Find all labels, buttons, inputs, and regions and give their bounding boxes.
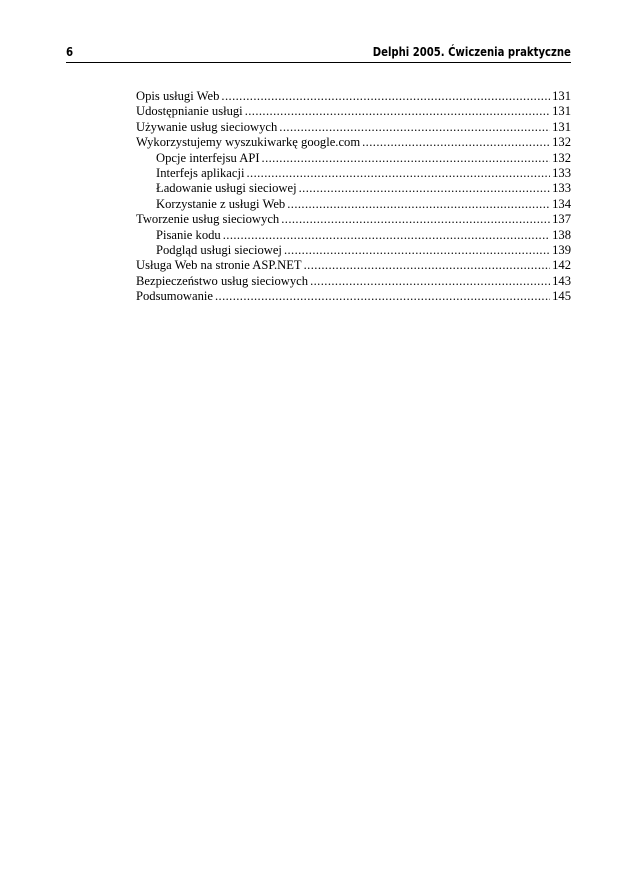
toc-dot-leader — [245, 104, 550, 119]
toc-entry-title: Tworzenie usług sieciowych — [136, 212, 280, 227]
toc-entry-page: 131 — [552, 89, 571, 103]
toc-entry-page: 133 — [552, 181, 571, 196]
toc-entry[interactable] — [136, 181, 571, 196]
toc-dot-leader — [262, 151, 551, 166]
toc-entry[interactable] — [136, 228, 571, 243]
toc-entry[interactable] — [136, 258, 571, 273]
toc-dot-leader — [284, 243, 550, 258]
toc-entry-title: Podgląd usługi sieciowej — [156, 242, 282, 257]
page-number: 6 — [66, 45, 74, 59]
toc-entry[interactable] — [136, 274, 571, 289]
toc-entry-page: 132 — [552, 135, 571, 150]
page-header — [66, 44, 571, 63]
toc-dot-leader — [310, 274, 550, 289]
toc-dot-leader — [279, 120, 550, 135]
toc-dot-leader — [299, 181, 551, 196]
toc-entry-title: Udostępnianie usługi — [136, 104, 243, 119]
toc-entry[interactable] — [136, 289, 571, 304]
toc-entry-title: Opis usługi Web — [136, 89, 220, 103]
toc-entry[interactable] — [136, 243, 571, 258]
toc-entry-page: 134 — [552, 196, 571, 211]
toc-entry-page: 133 — [552, 165, 571, 180]
toc-entry-title: Opcje interfejsu API — [156, 150, 260, 165]
toc-entry-page: 131 — [552, 119, 571, 134]
toc-entry-page: 132 — [552, 150, 571, 165]
toc-dot-leader — [223, 228, 550, 243]
toc-entry-page: 137 — [552, 212, 571, 227]
toc-entry-title: Podsumowanie — [136, 289, 213, 304]
toc-entry-title: Usługa Web na stronie ASP.NET — [136, 258, 302, 273]
toc-dot-leader — [362, 135, 550, 150]
toc-entry-page: 139 — [552, 242, 571, 257]
toc-dot-leader — [215, 289, 550, 304]
toc-dot-leader — [304, 258, 550, 273]
toc-entry[interactable] — [136, 104, 571, 119]
toc-entry-title: Wykorzystujemy wyszukiwarkę google.com — [136, 135, 361, 150]
running-title: Delphi 2005. Ćwiczenia praktyczne — [372, 45, 571, 59]
toc-entry[interactable] — [136, 151, 571, 166]
toc-entry-title: Bezpieczeństwo usług sieciowych — [136, 273, 309, 288]
toc-entry-title: Interfejs aplikacji — [156, 165, 245, 180]
toc-entry-page: 142 — [552, 258, 571, 273]
toc-entry-title: Korzystanie z usługi Web — [156, 196, 286, 211]
toc-entry-page: 143 — [552, 273, 571, 288]
table-of-contents — [136, 89, 571, 304]
toc-dot-leader — [287, 197, 550, 212]
toc-entry-title: Ładowanie usługi sieciowej — [156, 181, 297, 196]
toc-entry-page: 138 — [552, 227, 571, 242]
toc-entry-page: 145 — [552, 289, 571, 304]
toc-entry[interactable] — [136, 120, 571, 135]
toc-dot-leader — [281, 212, 550, 227]
toc-entry[interactable] — [136, 166, 571, 181]
toc-dot-leader — [221, 89, 550, 104]
toc-entry[interactable] — [136, 197, 571, 212]
toc-entry[interactable] — [136, 135, 571, 150]
toc-entry-title: Pisanie kodu — [156, 227, 221, 242]
toc-entry-title: Używanie usług sieciowych — [136, 119, 278, 134]
toc-entry[interactable] — [136, 89, 571, 104]
toc-entry[interactable] — [136, 212, 571, 227]
toc-dot-leader — [246, 166, 550, 181]
toc-entry-page: 131 — [552, 104, 571, 119]
